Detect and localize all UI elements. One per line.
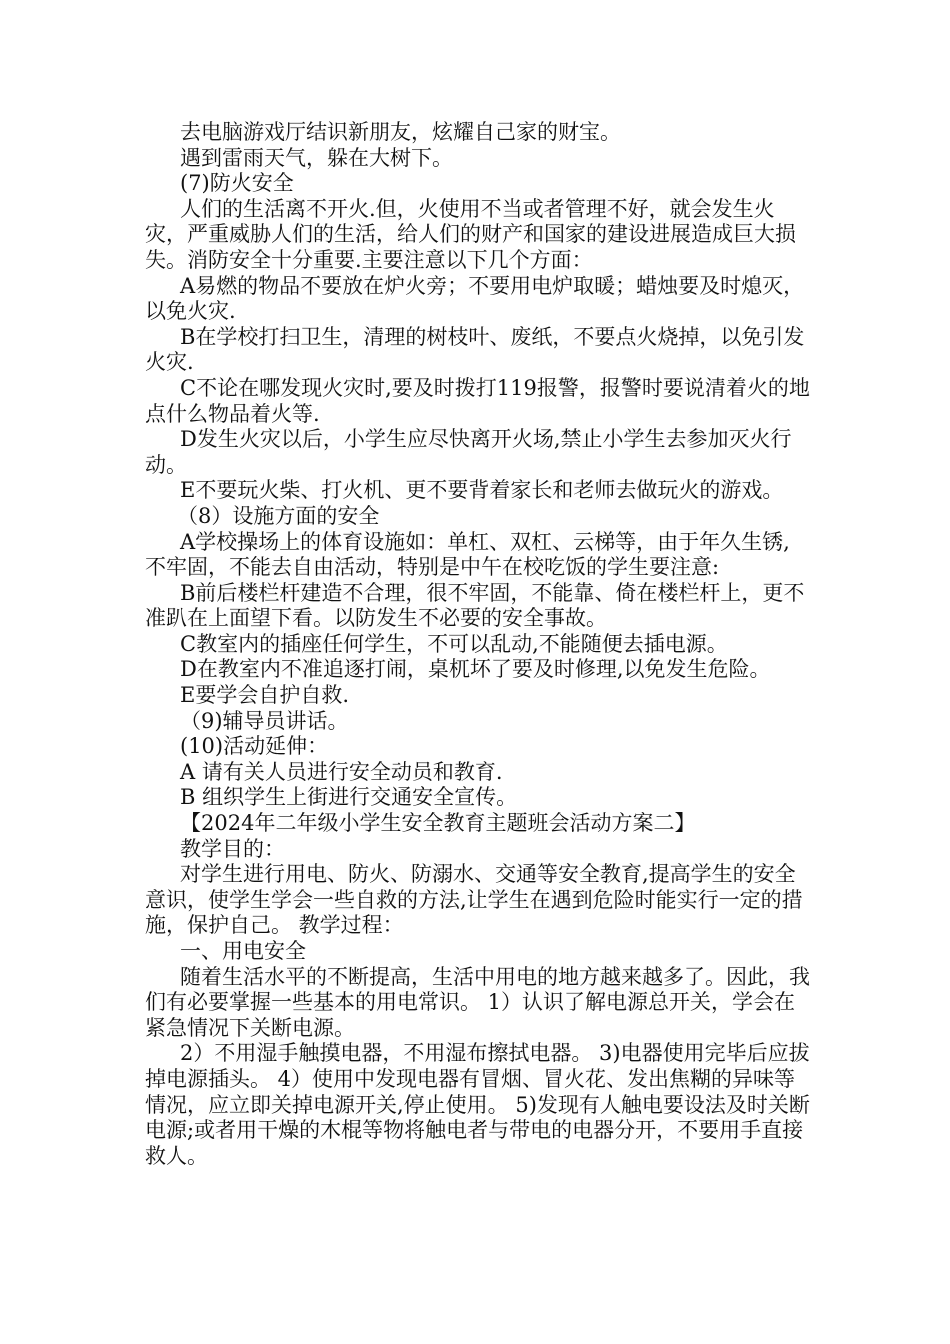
list-item: D在教室内不准追逐打闹，桌杌坏了要及时修理,以免发生危险。 (180, 657, 771, 682)
section-heading-activity-extension: (10)活动延伸： (180, 734, 329, 759)
list-item: B前后楼栏杆建造不合理，很不牢固，不能靠、倚在楼栏杆上，更不准趴在上面望下看。以防发生不必要的安全事故。 (145, 580, 805, 631)
section-heading-facility-safety: （8）设施方面的安全 (177, 503, 380, 528)
section-heading-fire-safety: (7)防火安全 (180, 171, 294, 196)
section-heading-counselor-speech: （9)辅导员讲话。 (180, 708, 349, 733)
list-item: A 请有关人员进行安全动员和教育. (180, 759, 503, 784)
list-item: A学校操场上的体育设施如：单杠、双杠、云梯等，由于年久生锈,不牢固，不能去自由活动，特别是中午在校吃饭的学生要注意: (145, 529, 790, 580)
list-item: B 组织学生上街进行交通安全宣传。 (180, 785, 518, 810)
paragraph: 人们的生活离不开火.但，火使用不当或者管理不好，就会发生火灾，严重威胁人们的生活，给人们的财产和国家的建设进展造成巨大损失。消防安全十分重要.主要注意以下几个方面： (145, 196, 796, 272)
list-item: B在学校打扫卫生，清理的树枝叶、废纸，不要点火烧掉，以免引发火灾. (145, 324, 805, 375)
list-item: C不论在哪发现火灾时,要及时拨打119报警，报警时要说清着火的地点什么物品着火等. (145, 375, 810, 426)
list-item: E要学会自护自救. (180, 683, 350, 708)
paragraph: 随着生活水平的不断提高，生活中用电的地方越来越多了。因此，我们有必要掌握一些基本的用电常识。 1）认识了解电源总开关，学会在紧急情况下关断电源。 (145, 964, 810, 1040)
section-heading-electric-safety: 一、用电安全 (180, 939, 306, 963)
plan-title: 【2024年二年级小学生安全教育主题班会活动方案二】 (180, 811, 696, 836)
list-item: D发生火灾以后，小学生应尽快离开火场,禁止小学生去参加灭火行动。 (145, 427, 792, 477)
paragraph: 遇到雷雨天气，躲在大树下。 (180, 145, 453, 170)
paragraph: 2）不用湿手触摸电器，不用湿布擦拭电器。 3)电器使用完毕后应拔掉电源插头。 4）使用中发现电器有冒烟、冒火花、发出焦糊的异味等情况，应立即关掉电源开关,停止使用。 5)发现有人触电要设法及时关断电源;或者用干燥的木棍等物将触电者与带电的电器分开，不要用手直接救人。 (145, 1041, 810, 1168)
paragraph: 去电脑游戏厅结识新朋友，炫耀自己家的财宝。 (180, 120, 621, 144)
section-heading-teaching-goal: 教学目的： (180, 836, 285, 861)
list-item: C教室内的插座任何学生，不可以乱动,不能随便去插电源。 (180, 631, 728, 656)
paragraph: 对学生进行用电、防火、防溺水、交通等安全教育,提高学生的安全意识，使学生学会一些自救的方法,让学生在遇到危险时能实行一定的措施，保护自己。 教学过程： (145, 862, 803, 938)
list-item: A易燃的物品不要放在炉火旁；不要用电炉取暖；蜡烛要及时熄灭，以免火灾. (145, 273, 805, 324)
document-body (145, 120, 810, 1169)
list-item: E不要玩火柴、打火机、更不要背着家长和老师去做玩火的游戏。 (180, 478, 784, 503)
